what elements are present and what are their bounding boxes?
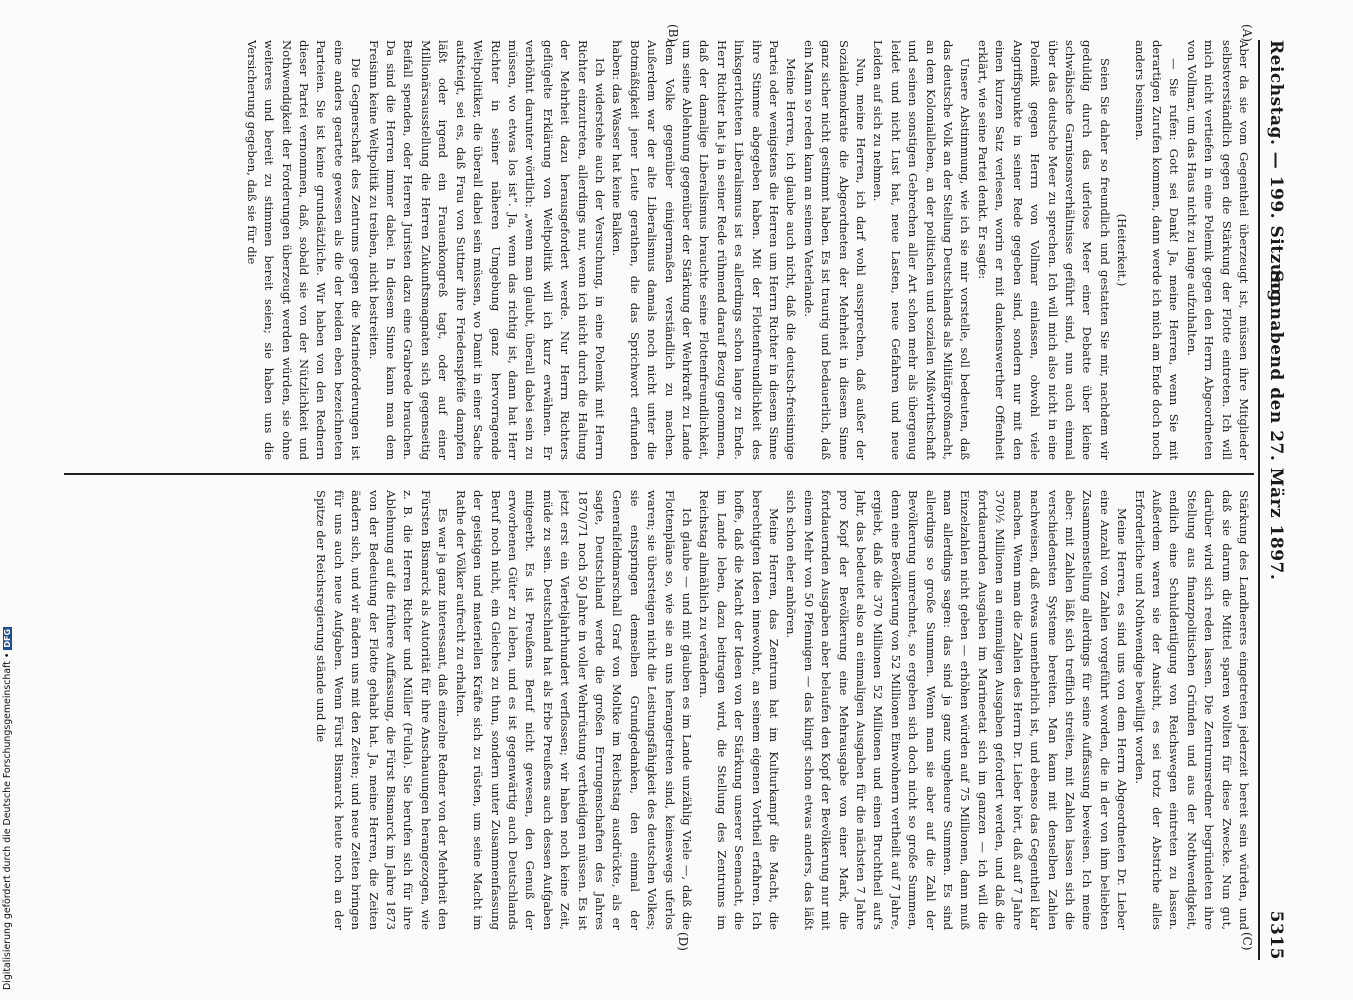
paragraph: Aber da sie vom Gegentheil überzeugt ist, müssen ihre Mitglieder selbstverständlich gegen die Stärkung der Flotte eintreten. Ich will mich nicht vertiefen in eine Polemik gegen den Herrn Abgeordneten von Vollmar, um das Haus nicht zu lange aufzuhalten.: [1184, 40, 1251, 460]
paragraph: Meine Herren, ich glaube auch nicht, daß die deutsch-freisinnige Partei oder wenigstens die Herren um Herrn Richter in diesem Sinne ihre Stimme abgegeben haben. Mit der Flottenfreundlichkeit des linksgerichteten Liberalismus ist es allerdings schon lange zu Ende. Herr Richter hat ja in seiner Rede rühmend darauf Bezug genommen, daß der damalige Liberalismus brauchte seine Flottenfreundlichkeit, um seine Ablehnung gegenüber der Stärkung der Wehrkraft zu Lande dem Volke gegenüber einigermaßen verständlich zu machen. Außerdem war der alte Liberalismus damals noch nicht unter die Botmäßigkeit jener Leute gerathen, die das Sprichwort erfunden haben: das Wasser hat keine Balken.: [610, 40, 799, 460]
header-rule: [1258, 40, 1260, 960]
paragraph: Nun, meine Herren, ich darf wohl aussprechen, daß außer der Sozialdemokratie die Abgeordneten der Mehrheit in diesem Sinne ganz sicher nicht gestimmt haben. Es ist traurig und bedauerlich, daß ein Mann so reden kann an seinem Vaterlande.: [801, 40, 869, 460]
margin-marker-b: (B): [666, 24, 680, 43]
column-rule: [64, 473, 1254, 475]
digitization-credit: [2, 560, 16, 990]
credit-text: Digitalisierung gefördert durch die Deutsche Forschungsgemeinschaft •: [2, 652, 13, 990]
rotated-page-content: [60, 24, 1290, 960]
quotation: Unsere Abstimmung, wie ich sie mir vorstelle, soll bedeuten, daß das deutsche Volk an der Stellung Deutschlands als Militärgroßmacht, an dem Kolonialleben, an der politischen und sozialen Mißwirthschaft und seinen sonstigen Gebrechen aller Art schon mehr als übergenug leidet und nicht Lust hat, neue Lasten, neue Gefahren und neue Leiden auf sich zu nehmen.: [871, 40, 973, 460]
paragraph: (Heiterkeit.): [1115, 213, 1130, 287]
margin-marker-d: (D): [676, 932, 690, 951]
paragraph: Ich widerstehe auch der Versuchung, in eine Polemik mit Herrn Richter einzutreten, allerdings nur, wenn ich nicht durch die Haltung der Mehrheit dazu herausgefordert werde. Nur Herrn Richters geflügelte Erklärung von Weltpolitik will ich kurz erwähnen. Er verhöhnt darunter wörtlich: „wenn man glaubt, überall dabei sein zu müssen, wo etwas los ist“. Ja, wenn das richtig ist, dann hat Herr Richter in seiner näheren Umgebung ganz hervorragende Weltpolitiker, die überall dabei sein müssen, wo Damit in einer Sache aufsteigt, sei es, daß Frau von Suttner ihre Friedenspfeife dampfen läßt oder irgend ein Frauenkongreß tagt, oder auf einer Millionärsausstellung die Herren Zukunftsmagnaten sich gegenseitig Beifall spenden, oder Herren Juristen dazu eine Grabrede brauchen. Da sind die Herren immer dabei. In diesem Sinne kann man dem Freisinn keine Weltpolitik zu treiben, nicht bestreiten.: [366, 40, 607, 460]
right-column: [67, 490, 1252, 930]
paragraph: Stärkung des Landheeres eingetreten jederzeit bereit sein würden, und daß sie darum die Mittel sparen wollten für diese Zwecke. Nun gut, darüber wird sich reden lassen. Die Zentrumsredner begründeten ihre Stellung aus finanzpolitischen Gründen und aus der Nothwendigkeit, endlich eine Schuldentilgung von Reichswegen eintreten zu lassen. Außerdem waren sie der Ansicht, es sei trotz der Abstriche alles Erforderliche und Nothwendige bewilligt worden.: [1132, 490, 1251, 930]
paragraph: — Sie rufen: Gott sei Dank! Ja, meine Herren, wenn Sie mit derartigen Zurufen kommen, dann werde ich mich am Ende doch noch anders besinnen.: [1132, 40, 1182, 460]
page-header: [1260, 40, 1290, 960]
header-date: Sonnabend den 27. März 1897.: [1266, 270, 1286, 581]
paragraph: Es war ja ganz interessant, daß einzelne Redner von der Mehrheit den Fürsten Bismarck als Autorität für ihre Anschauungen herangezogen, wie z. B. die Herren Richter und Müller (Fulda). Sie berufen sich für ihre Ablehnung auf die frühere Auffassung, die Fürst Bismarck im Jahre 1873 von der Bedeutung der Flotte gehabt hat. Ja, meine Herren, die Zeiten ändern sich, und wir ändern uns mit den Zeiten; und neue Zeiten bringen für uns auch neue Aufgaben. Wenn Fürst Bismarck heute noch an der Spitze der Reichsregierung stände und die: [314, 490, 451, 930]
left-column: [67, 40, 1252, 460]
paragraph: Die Gegnerschaft des Zentrums gegen die Marineforderungen ist eine anders geartete gewesen als die der beiden eben bezeichneten Parteien. Sie ist keine grundsätzliche. Wir haben von den Rednern dieser Partei vernommen, daß, sobald sie von der Nützlichkeit und Nothwendigkeit der Forderungen überzeugt werden würden, sie ohne weiteres und bereit zu stimmen bereit seien; sie haben uns die Versicherung gegeben, daß sie für die: [244, 40, 364, 460]
page-number: 5315: [1266, 910, 1286, 960]
paragraph: Ich glaube — und mit glauben es im Lande unzählig Viele —, daß die Flottenpläne so, wie sie an uns herangetreten sind, keineswegs uferlos waren; sie übersteigen nicht die Leistungsfähigkeit des deutschen Volkes; sie entspringen demselben Grundgedanken, den einmal der Generalfeldmarschall Graf von Moltke im Reichstag ausdrückte, als er sagte, Deutschland werde die großen Errungenschaften des Jahres 1870/71 noch 50 Jahre in voller Wehrrüstung vertheidigen müssen. Es ist jetzt erst ein Vierteljahrhundert verflossen; wir haben noch keine Zeit, müde zu sein. Deutschland hat als Erbe Preußens auch dessen Aufgaben mitgeerbt. Es ist Preußens Beruf nicht gewesen, den Genuß der erworbenen Güter zu leben, und es ist gegenwärtig auch Deutschlands Beruf noch nicht, ein Gleiches zu thun, sondern unter Zusammenfassung der geistigen und materiellen Kräfte sich zu rüsten, um seine Macht im Rathe der Völker aufrecht zu erhalten.: [453, 490, 694, 930]
dfg-logo: DFG: [3, 628, 12, 648]
margin-marker-a: (A): [1240, 24, 1254, 43]
paragraph: Meine Herren, es sind uns von dem Herrn Abgeordneten Dr. Lieber eine Anzahl von Zahlen vorgeführt worden, die in der von ihm beliebten Zusammenstellung allerdings für seine Auffassung beweisen. Ich meine aber: mit Zahlen läßt sich trefflich streiten, mit Zahlen lassen sich die verschiedensten Systeme bereiten. Man kann mit denselben Zahlen nachweisen, daß etwas unentbehrlich ist, und ebenso das Gegentheil klar machen. Wenn man die Zahlen des Herrn Dr. Lieber hört, daß auf 7 Jahre 370½ Millionen an einmaligen Ausgaben gefordert werden, und daß die fortdauernden Ausgaben im Marineetat sich im ganzen — ich will die Einzelzahlen nicht geben — erhöhen würden auf 75 Millionen, dann muß man allerdings sagen: das sind ja ganz ungeheure Summen. Es sind allerdings so große Summen. Wenn man sie aber auf die Zahl der Bevölkerung umrechnet, so ergeben sich doch nicht so große Summen, denn eine Bevölkerung von 52 Millionen Einwohnern vertheilt auf 7 Jahre, ergiebt, daß die 370 Millionen 52 Millionen und einen Bruchtheil auf's Jahr, das bedeutet also an einmaligen Ausgaben für die nächsten 7 Jahre pro Kopf der Bevölkerung eine Mehrausgabe von einer Mark, die fortdauernden Ausgaben aber belaufen den Kopf der Bevölkerung nur mit einem Mehr von 50 Pfennigen — das klingt schon etwas anders, das läßt sich schon eher anhören.: [784, 490, 1130, 930]
paragraph: Meine Herren, das Zentrum hat im Kulturkampf die Macht, die berechtigten Ideen innewohnt, an seinem eigenen Vortheil erfahren. Ich hoffe, daß die Macht der Ideen von der Stärkung unserer Seemacht, die im Lande leben, dazu beitragen wird, die Stellung des Zentrums im Reichstag allmählich zu verändern.: [697, 490, 782, 930]
margin-marker-c: (C): [1240, 932, 1254, 951]
header-session: Reichstag. — 199. Sitzung.: [1266, 40, 1286, 309]
paragraph: Seien Sie daher so freundlich und gestatten Sie mir, nachdem wir geduldig durch das uferlose Meer einer Debatte über kleine schwäbische Garnisonsverhältnisse geführt sind, nun auch einmal über das deutsche Meer zu sprechen. Ich will mich also nicht in eine Polemik gegen Herrn von Vollmar einlassen, obwohl viele Angriffspunkte in seiner Rede gegeben sind, sondern nur mit den einen kurzen Satz verlesen, worin er mit dankenswerther Offenheit erklärt, wie seine Partei denkt. Er sagte:: [975, 40, 1112, 460]
